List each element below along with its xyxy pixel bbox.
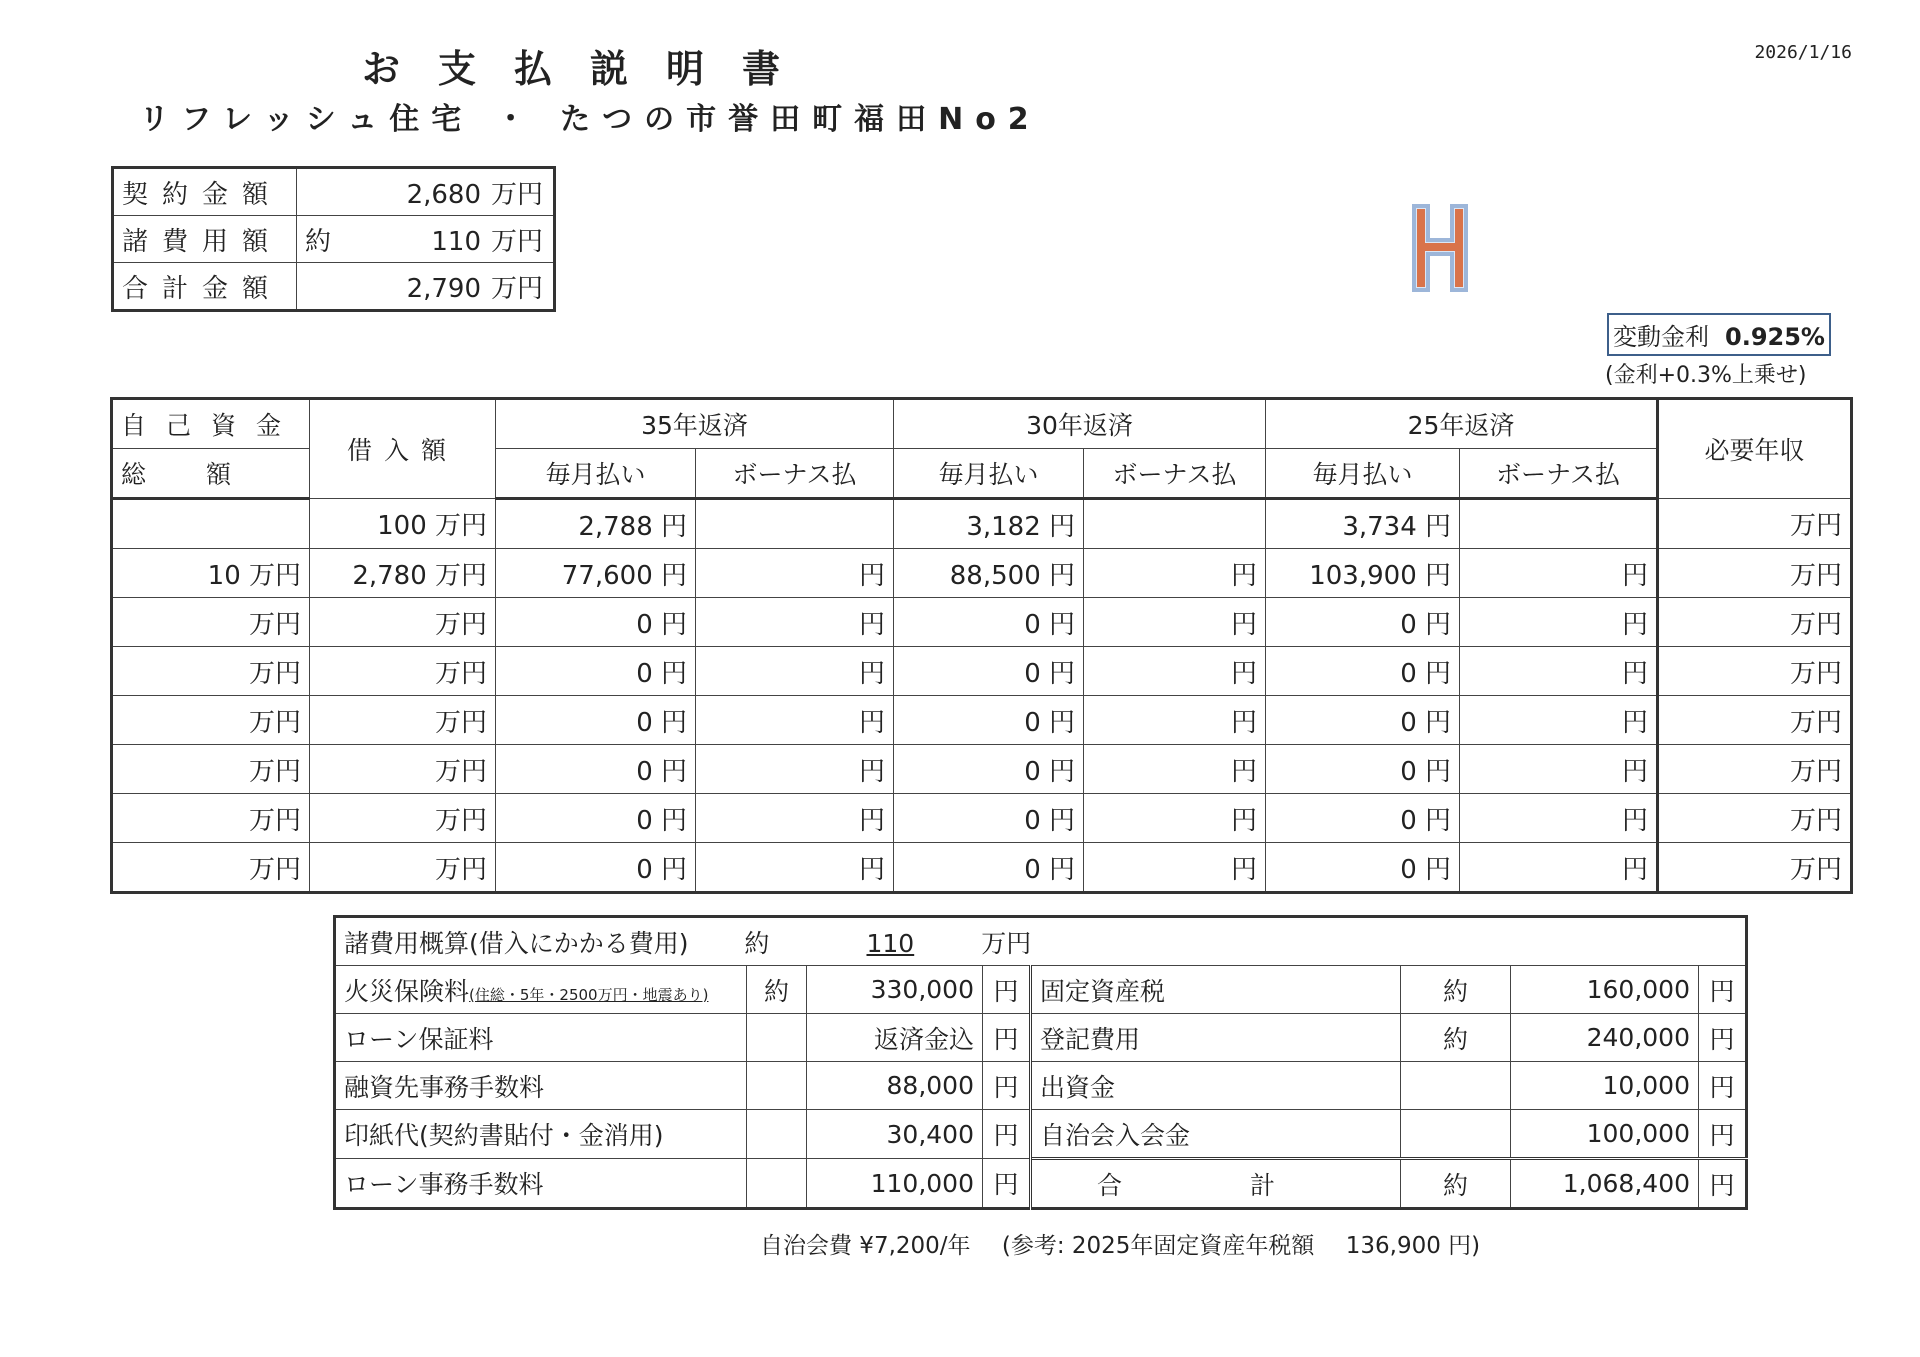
cost-right-label: 自治会入会金 — [1031, 1110, 1401, 1159]
cell-m25: 0 円 — [1266, 598, 1460, 647]
term-35-header: 35年返済 — [496, 399, 894, 449]
cost-heading-unit: 万円 — [981, 928, 1032, 958]
monthly-35-header: 毎月払い — [496, 449, 696, 499]
summary-prefix: 約 — [305, 226, 332, 257]
cell-b25: 円 — [1460, 696, 1658, 745]
tax-reference-value: 136,900 円) — [1345, 1233, 1481, 1259]
issue-date: 2026/1/16 — [1754, 42, 1852, 63]
cell-income: 万円 — [1658, 696, 1852, 745]
cell-m35: 0 円 — [496, 843, 696, 893]
term-25-header: 25年返済 — [1266, 399, 1658, 449]
cell-own — [112, 499, 310, 549]
cost-right-label: 出資金 — [1031, 1062, 1401, 1110]
cost-unit: 円 — [983, 1062, 1031, 1110]
cost-right-label: 合 計 — [1031, 1159, 1401, 1209]
cell-m30: 0 円 — [894, 745, 1084, 794]
cell-loan: 万円 — [310, 598, 496, 647]
cost-value: 30,400 — [807, 1110, 983, 1159]
cost-unit: 円 — [983, 1159, 1031, 1209]
cost-heading-prefix: 約 — [744, 928, 770, 958]
cost-label: ローン保証料 — [344, 1024, 494, 1054]
cell-b35: 円 — [696, 696, 894, 745]
cell-m30: 88,500 円 — [894, 549, 1084, 598]
cell-m25: 0 円 — [1266, 647, 1460, 696]
cell-m35: 0 円 — [496, 647, 696, 696]
cell-loan: 2,780 万円 — [310, 549, 496, 598]
contract-summary-table — [111, 166, 556, 312]
cost-right-unit: 円 — [1699, 966, 1747, 1014]
monthly-30-header: 毎月払い — [894, 449, 1084, 499]
summary-label: 契約金額 — [113, 168, 297, 216]
cell-m25: 0 円 — [1266, 794, 1460, 843]
summary-value: 110 — [431, 226, 481, 257]
cell-m25: 0 円 — [1266, 843, 1460, 893]
cell-own: 万円 — [112, 647, 310, 696]
cost-label: ローン事務手数料 — [344, 1170, 544, 1199]
footer-note — [760, 1227, 1504, 1260]
cost-heading-value: 110 — [866, 928, 915, 958]
cost-row — [335, 1014, 1747, 1062]
summary-label: 合計金額 — [113, 263, 297, 311]
cost-label-cell — [335, 966, 747, 1014]
repayment-row — [112, 647, 1852, 696]
cost-value: 88,000 — [807, 1062, 983, 1110]
summary-row — [113, 216, 555, 263]
cell-m25: 103,900 円 — [1266, 549, 1460, 598]
bonus-30-header: ボーナス払 — [1084, 449, 1266, 499]
cell-m30: 0 円 — [894, 647, 1084, 696]
cell-m35: 2,788 円 — [496, 499, 696, 549]
cost-label-cell — [335, 1110, 747, 1159]
cell-loan: 万円 — [310, 696, 496, 745]
repayment-row — [112, 598, 1852, 647]
cost-label: 火災保険料 — [344, 976, 470, 1006]
own-funds-header: 自己資金 — [112, 399, 310, 449]
cost-value: 返済金込 — [807, 1014, 983, 1062]
rate-value: 0.925% — [1725, 323, 1825, 351]
cell-loan: 100 万円 — [310, 499, 496, 549]
cost-prefix — [747, 1159, 807, 1209]
cost-right-value: 100,000 — [1511, 1110, 1699, 1159]
cell-m25: 3,734 円 — [1266, 499, 1460, 549]
cost-right-unit: 円 — [1699, 1014, 1747, 1062]
cell-own: 10 万円 — [112, 549, 310, 598]
cell-b30: 円 — [1084, 647, 1266, 696]
cell-income: 万円 — [1658, 549, 1852, 598]
company-logo — [1408, 200, 1472, 296]
summary-unit: 万円 — [491, 179, 544, 210]
loan-header: 借入額 — [310, 399, 496, 499]
interest-rate-box — [1607, 313, 1831, 356]
repayment-row — [112, 696, 1852, 745]
cell-b25: 円 — [1460, 647, 1658, 696]
summary-row — [113, 168, 555, 216]
cost-row — [335, 1159, 1747, 1209]
cell-m30: 3,182 円 — [894, 499, 1084, 549]
cell-b35: 円 — [696, 598, 894, 647]
cell-b30: 円 — [1084, 794, 1266, 843]
cost-right-value: 160,000 — [1511, 966, 1699, 1014]
cell-m30: 0 円 — [894, 794, 1084, 843]
summary-value-cell — [297, 168, 555, 216]
cell-own: 万円 — [112, 598, 310, 647]
cost-label-cell — [335, 1014, 747, 1062]
total-header: 総額 — [112, 449, 310, 499]
summary-unit: 万円 — [491, 273, 544, 304]
cell-m35: 0 円 — [496, 598, 696, 647]
cost-right-label: 登記費用 — [1031, 1014, 1401, 1062]
cell-b35: 円 — [696, 794, 894, 843]
cell-b35: 円 — [696, 549, 894, 598]
cell-loan: 万円 — [310, 794, 496, 843]
cell-b30: 円 — [1084, 745, 1266, 794]
cost-unit: 円 — [983, 1110, 1031, 1159]
document-title: お支払説明書 — [361, 47, 818, 91]
bonus-35-header: ボーナス払 — [696, 449, 894, 499]
bonus-25-header: ボーナス払 — [1460, 449, 1658, 499]
summary-value: 2,680 — [406, 179, 481, 210]
cell-m35: 77,600 円 — [496, 549, 696, 598]
cell-m30: 0 円 — [894, 696, 1084, 745]
cost-right-unit: 円 — [1699, 1159, 1747, 1209]
cost-label: 融資先事務手数料 — [344, 1072, 545, 1102]
summary-value-cell — [297, 216, 555, 263]
cell-own: 万円 — [112, 843, 310, 893]
monthly-25-header: 毎月払い — [1266, 449, 1460, 499]
cost-label: 印紙代(契約書貼付・金消用) — [344, 1121, 664, 1150]
cell-income: 万円 — [1658, 647, 1852, 696]
repayment-row — [112, 499, 1852, 549]
cell-m35: 0 円 — [496, 696, 696, 745]
cost-unit: 円 — [983, 966, 1031, 1014]
cost-right-prefix: 約 — [1401, 966, 1511, 1014]
cell-b35: 円 — [696, 647, 894, 696]
cost-row — [335, 1062, 1747, 1110]
cell-b25: 円 — [1460, 794, 1658, 843]
cell-own: 万円 — [112, 696, 310, 745]
cost-prefix — [747, 1110, 807, 1159]
cost-estimate-table — [333, 915, 1748, 1210]
cell-m25: 0 円 — [1266, 745, 1460, 794]
cell-income: 万円 — [1658, 794, 1852, 843]
cost-right-value: 1,068,400 — [1511, 1159, 1699, 1209]
cell-b30 — [1084, 499, 1266, 549]
cost-right-prefix — [1401, 1110, 1511, 1159]
cell-b25: 円 — [1460, 549, 1658, 598]
cost-right-unit: 円 — [1699, 1062, 1747, 1110]
summary-value: 2,790 — [406, 273, 481, 304]
cost-right-value: 240,000 — [1511, 1014, 1699, 1062]
cell-income: 万円 — [1658, 499, 1852, 549]
cell-income: 万円 — [1658, 745, 1852, 794]
cost-right-unit: 円 — [1699, 1110, 1747, 1159]
summary-label: 諸費用額 — [113, 216, 297, 263]
cost-row — [335, 966, 1747, 1014]
rate-note: (金利+0.3%上乗せ) — [1605, 363, 1807, 388]
cost-heading: 諸費用概算(借入にかかる費用) — [344, 928, 689, 958]
income-header: 必要年収 — [1658, 399, 1852, 499]
cell-income: 万円 — [1658, 843, 1852, 893]
cell-b25: 円 — [1460, 843, 1658, 893]
cell-loan: 万円 — [310, 843, 496, 893]
repayment-row — [112, 794, 1852, 843]
cell-b35 — [696, 499, 894, 549]
cell-b25: 円 — [1460, 598, 1658, 647]
cost-prefix — [747, 1062, 807, 1110]
cost-prefix — [747, 1014, 807, 1062]
cell-own: 万円 — [112, 794, 310, 843]
repayment-table — [110, 397, 1853, 894]
cell-b30: 円 — [1084, 598, 1266, 647]
tax-reference: (参考: 2025年固定資産年税額 — [1001, 1233, 1315, 1259]
summary-unit: 万円 — [491, 226, 544, 257]
cell-income: 万円 — [1658, 598, 1852, 647]
repayment-row — [112, 843, 1852, 893]
cell-loan: 万円 — [310, 745, 496, 794]
cell-b35: 円 — [696, 843, 894, 893]
cell-m30: 0 円 — [894, 598, 1084, 647]
cell-m35: 0 円 — [496, 794, 696, 843]
cost-row — [335, 1110, 1747, 1159]
cell-loan: 万円 — [310, 647, 496, 696]
cell-b35: 円 — [696, 745, 894, 794]
cell-b25 — [1460, 499, 1658, 549]
summary-row — [113, 263, 555, 311]
cell-own: 万円 — [112, 745, 310, 794]
cost-heading-row — [335, 917, 1747, 966]
cell-b30: 円 — [1084, 549, 1266, 598]
cost-right-label: 固定資産税 — [1031, 966, 1401, 1014]
repayment-row — [112, 745, 1852, 794]
cell-m25: 0 円 — [1266, 696, 1460, 745]
cost-label-cell — [335, 1159, 747, 1209]
cost-right-value: 10,000 — [1511, 1062, 1699, 1110]
summary-value-cell — [297, 263, 555, 311]
repayment-row — [112, 549, 1852, 598]
cell-b30: 円 — [1084, 696, 1266, 745]
rate-label: 変動金利 — [1613, 323, 1709, 351]
cost-right-prefix: 約 — [1401, 1014, 1511, 1062]
property-name: リフレッシュ住宅 ・ たつの市誉田町福田No2 — [139, 102, 1041, 137]
cost-right-prefix — [1401, 1062, 1511, 1110]
cell-b30: 円 — [1084, 843, 1266, 893]
cost-unit: 円 — [983, 1014, 1031, 1062]
term-30-header: 30年返済 — [894, 399, 1266, 449]
cell-m30: 0 円 — [894, 843, 1084, 893]
cost-right-prefix: 約 — [1401, 1159, 1511, 1209]
cell-m35: 0 円 — [496, 745, 696, 794]
association-fee: 自治会費 ¥7,200/年 — [760, 1233, 971, 1259]
cost-label-note: (住総・5年・2500万円・地震あり) — [469, 985, 709, 1004]
cost-prefix: 約 — [747, 966, 807, 1014]
cost-label-cell — [335, 1062, 747, 1110]
cost-value: 330,000 — [807, 966, 983, 1014]
cost-value: 110,000 — [807, 1159, 983, 1209]
cell-b25: 円 — [1460, 745, 1658, 794]
